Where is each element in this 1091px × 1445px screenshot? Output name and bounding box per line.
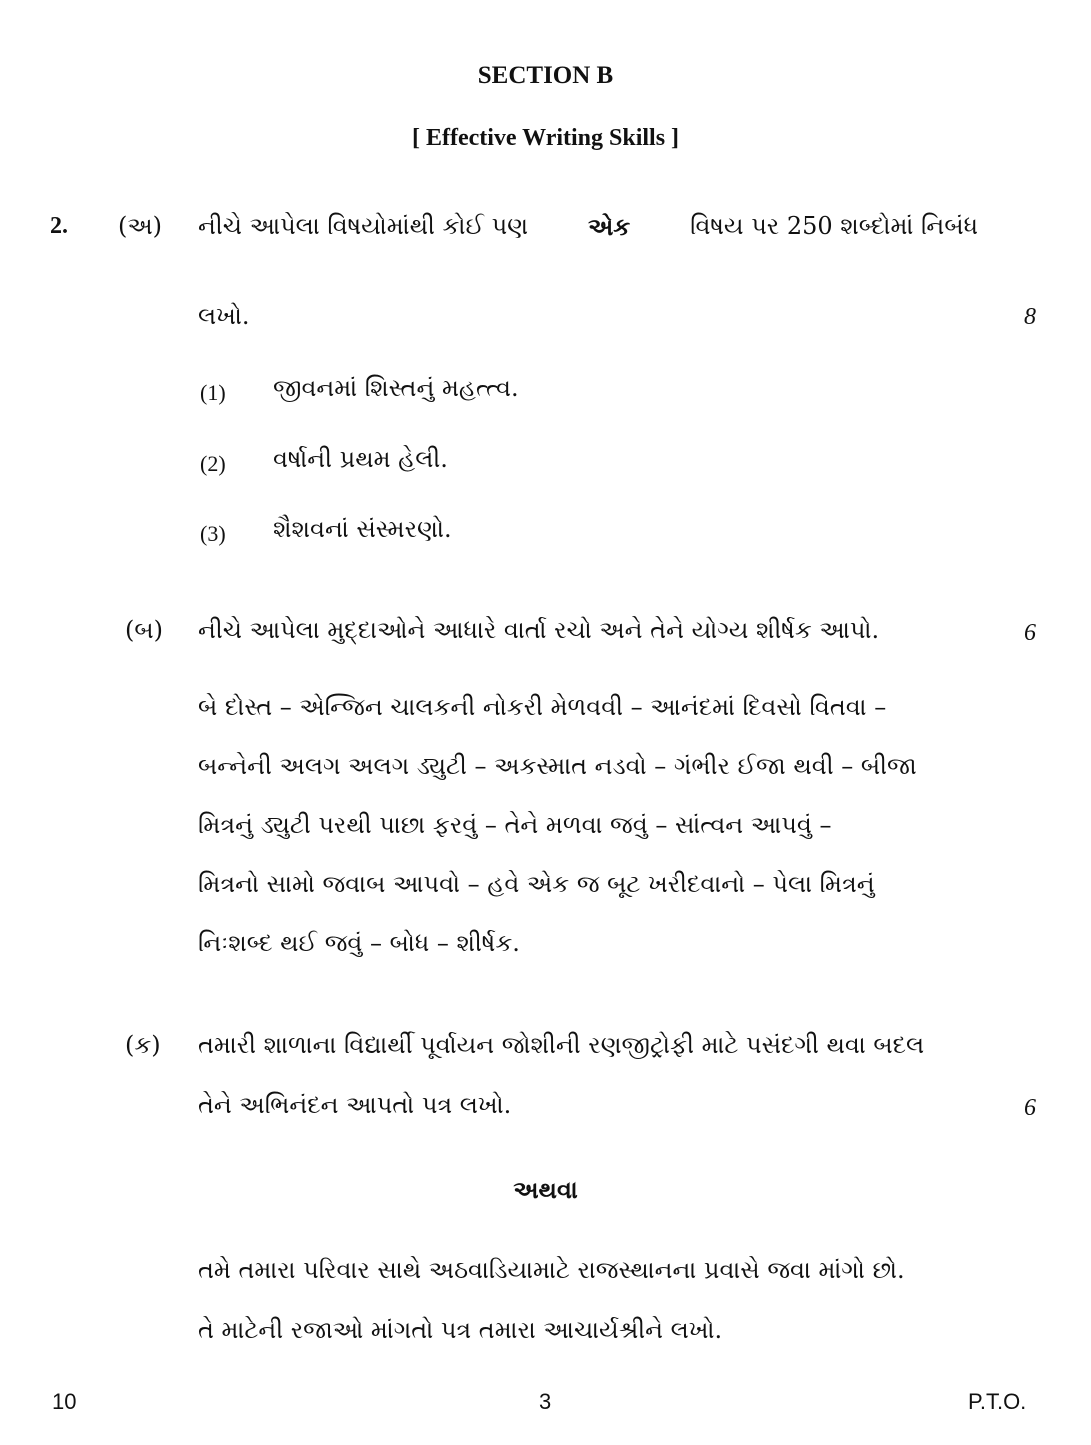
part-a-item-3-text: શૈશવનાં સંસ્મરણો. — [273, 515, 452, 543]
part-c-line1: તમારી શાળાના વિદ્યાર્થી પૂર્વાયન જોશીની રણજીટ્રોફી માટે પસંદગી થવા બદલ — [198, 1031, 925, 1059]
part-c-line2: તેને અભિનંદન આપતો પત્ર લખો. — [198, 1091, 512, 1119]
part-a-line2: લખો. — [198, 302, 250, 330]
part-a-line1-pre: નીચે આપેલા વિષયોમાંથી કોઈ પણ — [198, 212, 529, 240]
section-title: SECTION B — [477, 62, 614, 89]
part-b-line-3: મિત્રનું ડ્યુટી પરથી પાછા ફરવું – તેને મળવા જવું – સાંત્વન આપવું – — [198, 811, 832, 839]
part-c-alt-line2: તે માટેની રજાઓ માંગતો પત્ર તમારા આચાર્યશ્રીને લખો. — [198, 1316, 723, 1344]
part-b-instruction: નીચે આપેલા મુદ્દાઓને આધારે વાર્તા રચો અને તેને યોગ્ય શીર્ષક આપો. — [198, 616, 880, 644]
part-b-line-1: બે દોસ્ત – એન્જિન ચાલકની નોકરી મેળવવી – આનંદમાં દિવસો વિતવા – — [198, 693, 887, 721]
part-a-label: (અ) — [118, 212, 163, 240]
page-number: 3 — [539, 1389, 552, 1414]
or-label: અથવા — [513, 1175, 578, 1204]
part-a-line1-bold: એક — [587, 212, 631, 241]
footer-code: 10 — [52, 1389, 77, 1414]
part-a-item-1-number: (1) — [200, 380, 226, 405]
part-b-label: (બ) — [125, 616, 163, 644]
part-b-marks: 6 — [1024, 620, 1036, 646]
question-number: 2. — [50, 213, 68, 239]
part-a-line1-post: વિષય પર 250 શબ્દોમાં નિબંધ — [690, 212, 978, 240]
part-b-line-5: નિઃશબ્દ થઈ જવું – બોધ – શીર્ષક. — [198, 929, 520, 957]
part-a-item-2-number: (2) — [200, 451, 226, 476]
part-a-item-2-text: વર્ષાની પ્રથમ હેલી. — [273, 445, 448, 473]
part-a-item-3-number: (3) — [200, 521, 226, 546]
part-c-label: (ક) — [125, 1031, 161, 1059]
part-c-alt-line1: તમે તમારા પરિવાર સાથે અઠવાડિયામાટે રાજસ્થાનના પ્રવાસે જવા માંગો છો. — [198, 1256, 905, 1284]
section-subtitle: [ Effective Writing Skills ] — [411, 125, 680, 151]
part-b-line-4: મિત્રનો સામો જવાબ આપવો – હવે એક જ બૂટ ખરીદવાનો – પેલા મિત્રનું — [198, 870, 875, 898]
pto-label: P.T.O. — [968, 1389, 1027, 1414]
part-a-item-1-text: જીવનમાં શિસ્તનું મહત્ત્વ. — [273, 374, 519, 402]
part-a-marks: 8 — [1024, 304, 1036, 330]
part-b-line-2: બન્નેની અલગ અલગ ડ્યુટી – અકસ્માત નડવો – ગંભીર ઈજા થવી – બીજા — [198, 752, 917, 780]
part-c-marks: 6 — [1024, 1095, 1036, 1121]
part-a-line1 — [198, 212, 978, 241]
